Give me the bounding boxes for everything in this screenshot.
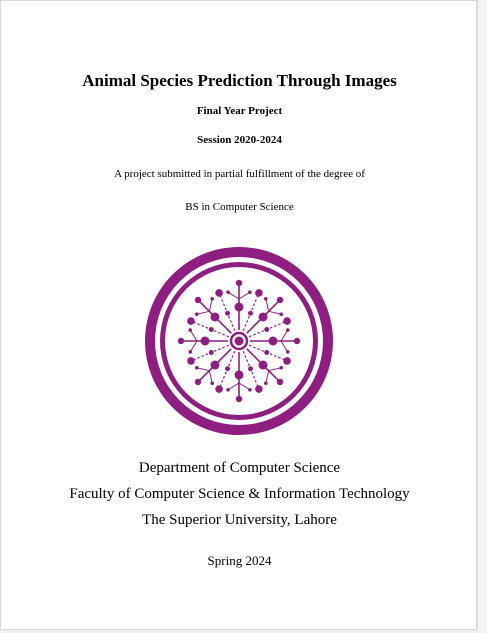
logo-node-dot [269,337,278,346]
logo-end-dot [215,289,223,297]
network-seal-icon [141,243,337,439]
logo-node-dot [209,327,214,332]
degree-name: BS in Computer Science [185,201,294,213]
logo-node-dot [248,311,253,316]
logo-branch-dot [286,328,290,332]
logo-end-dot [294,338,300,344]
logo-branch-dot [264,297,268,301]
university-name: The Superior University, Lahore [142,512,337,528]
logo-branch-dot [248,290,252,294]
logo-node-dot [225,311,230,316]
session-label: Session 2020-2024 [197,134,282,146]
logo-end-dot [277,379,283,385]
logo-node-dot [235,371,244,380]
logo-node-dot [210,361,219,370]
logo-end-dot [195,379,201,385]
logo-end-dot [255,289,263,297]
logo-hub-dot [235,337,244,346]
logo-node-dot [259,312,268,321]
window-scroll-edge [477,0,487,633]
logo-end-dot [187,317,195,325]
logo-end-dot [178,338,184,344]
logo-end-dot [187,357,195,365]
project-type: Final Year Project [196,105,283,117]
faculty-name: Faculty of Computer Science & Information Technology [69,486,410,502]
logo-node-dot [235,303,244,312]
logo-branch-dot [286,350,290,354]
logo-branch-dot [188,350,192,354]
logo-branch-dot [279,312,283,316]
project-title: Animal Species Prediction Through Images [82,71,397,90]
logo-branch-dot [210,297,214,301]
logo-end-dot [283,317,291,325]
logo-end-dot [255,385,263,393]
logo-end-dot [195,297,201,303]
logo-branch-dot [279,366,283,370]
logo-node-dot [201,337,210,346]
logo-branch-dot [226,388,230,392]
logo-node-dot [210,312,219,321]
logo-branch-dot [195,366,199,370]
logo-node-dot [225,366,230,371]
submission-term: Spring 2024 [207,553,272,568]
logo-branch-dot [226,290,230,294]
logo-end-dot [277,297,283,303]
logo-end-dot [236,280,242,286]
logo-branch-dot [210,381,214,385]
logo-branch-dot [264,381,268,385]
logo-end-dot [236,396,242,402]
logo-node-dot [248,366,253,371]
logo-node-dot [264,350,269,355]
degree-statement: A project submitted in partial fulfillment of the degree of [114,168,365,180]
logo-node-dot [259,361,268,370]
logo-node-dot [209,350,214,355]
logo-branch-dot [188,328,192,332]
department-name: Department of Computer Science [138,460,341,476]
logo-end-dot [283,357,291,365]
logo-branch-dot [195,312,199,316]
logo-end-dot [215,385,223,393]
logo-branch-dot [248,388,252,392]
logo-node-dot [264,327,269,332]
